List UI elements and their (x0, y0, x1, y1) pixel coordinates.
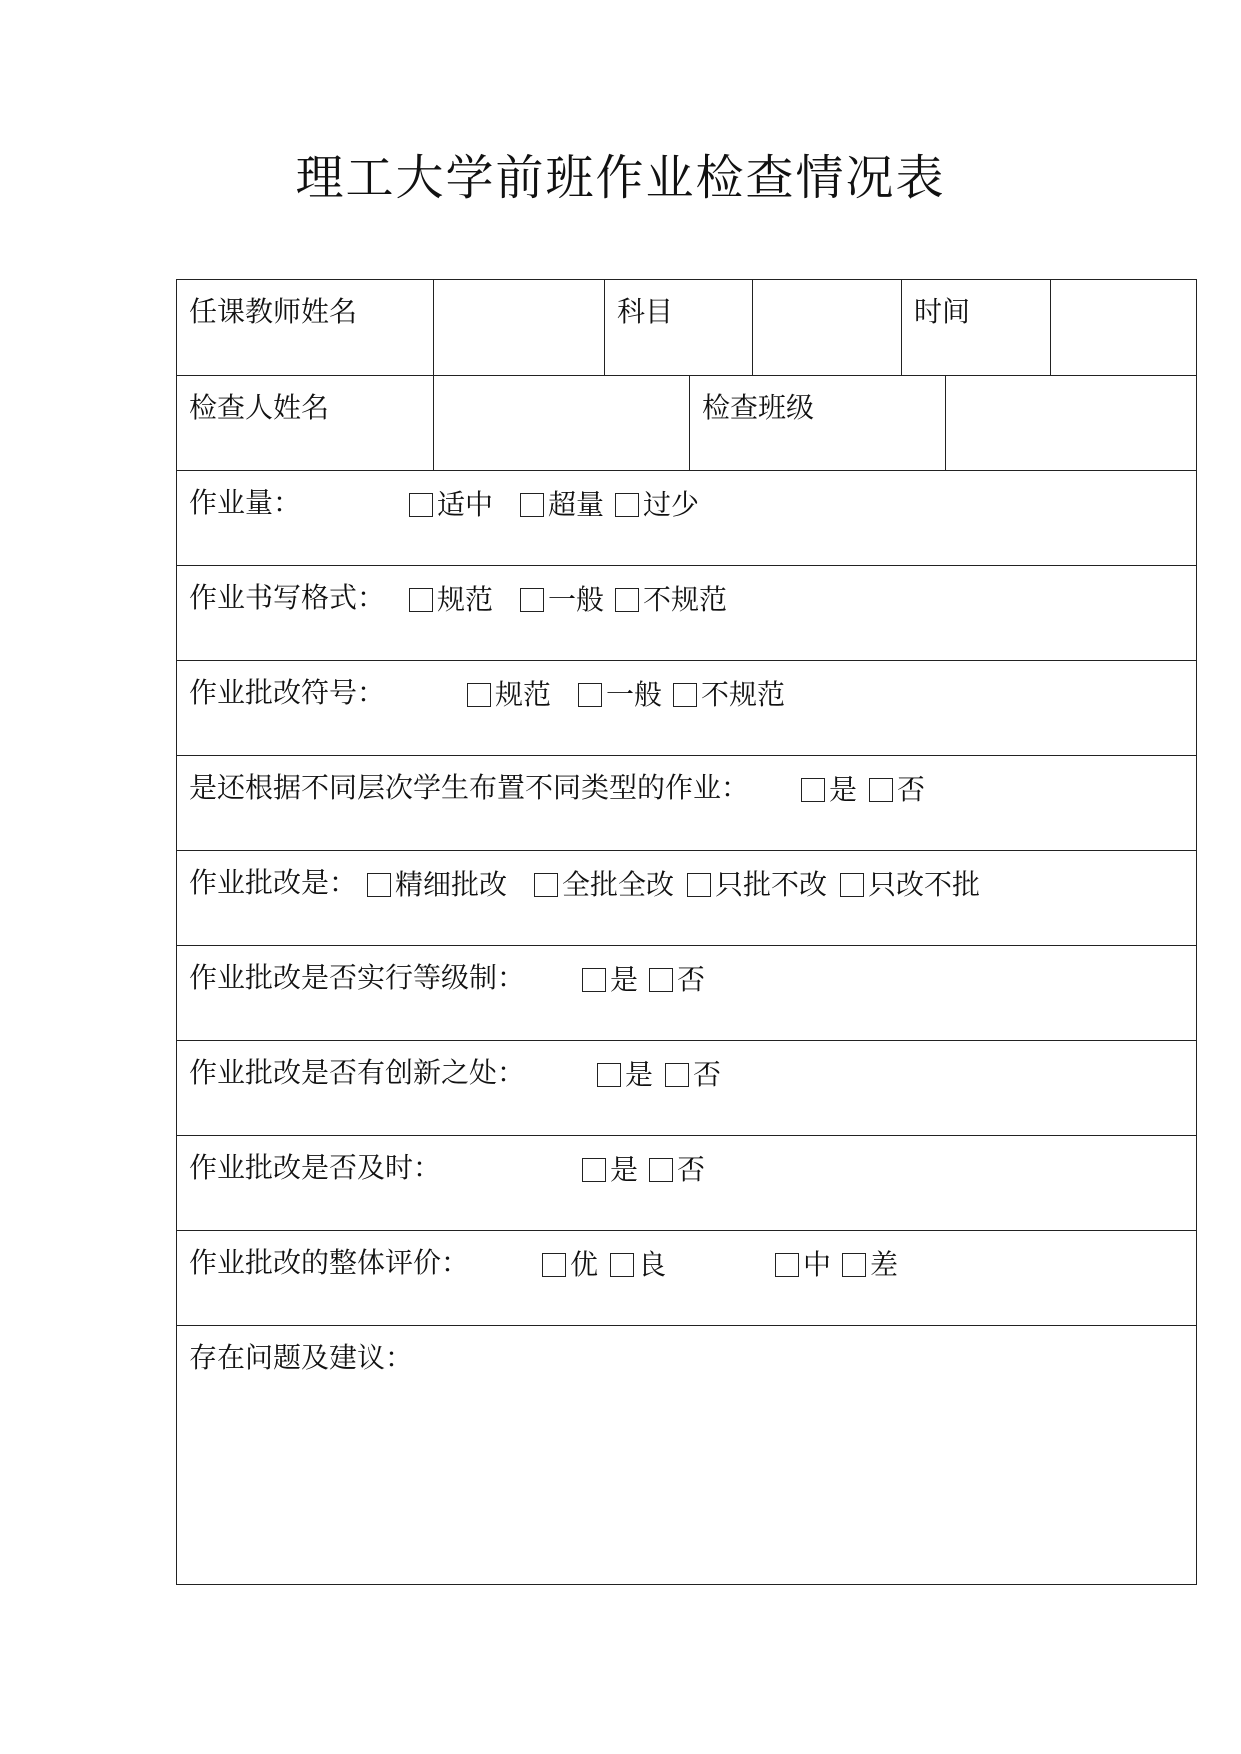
option-standard[interactable] (409, 582, 493, 618)
question-label: 作业批改是否及时： (189, 1151, 442, 1184)
option-label: 一般 (606, 678, 663, 711)
question-row-workload (177, 471, 1196, 566)
option-label: 不规范 (643, 583, 728, 616)
checkbox[interactable] (687, 873, 711, 897)
option-label: 是 (610, 1153, 639, 1186)
checkbox[interactable] (775, 1253, 799, 1277)
checkbox[interactable] (597, 1063, 621, 1087)
option-label: 只批不改 (715, 868, 828, 901)
option-label: 不规范 (701, 678, 786, 711)
option-no[interactable] (649, 1152, 705, 1188)
teacher-label-cell (177, 280, 433, 375)
checkbox[interactable] (615, 493, 639, 517)
option-excellent[interactable] (542, 1247, 598, 1283)
option-label: 是 (829, 773, 858, 806)
option-excessive[interactable] (520, 487, 604, 523)
question-label: 作业批改是否实行等级制： (189, 961, 526, 994)
inspector-label-cell (177, 376, 433, 470)
option-yes[interactable] (597, 1057, 653, 1093)
option-label: 全批全改 (562, 868, 675, 901)
question-label: 是还根据不同层次学生布置不同类型的作业： (189, 771, 750, 804)
option-label: 否 (897, 773, 926, 806)
question-row-grading-marks (177, 661, 1196, 756)
option-label: 优 (570, 1248, 599, 1281)
subject-label: 科目 (617, 295, 674, 328)
option-poor[interactable] (842, 1247, 898, 1283)
question-row-grade-system (177, 946, 1196, 1041)
inspection-form (176, 279, 1197, 1585)
checkbox[interactable] (542, 1253, 566, 1277)
question-label: 作业量： (189, 486, 302, 519)
suggestions-label: 存在问题及建议： (189, 1341, 414, 1374)
question-row-tiered-assignments (177, 756, 1196, 851)
checkbox[interactable] (578, 683, 602, 707)
checkbox[interactable] (842, 1253, 866, 1277)
option-yes[interactable] (582, 1152, 638, 1188)
checkbox[interactable] (840, 873, 864, 897)
inspector-name-label: 检查人姓名 (189, 391, 330, 424)
option-label: 否 (677, 963, 706, 996)
option-no[interactable] (869, 772, 925, 808)
info-row-teacher (177, 280, 1196, 376)
option-mark-only[interactable] (687, 867, 827, 903)
question-label: 作业批改符号： (189, 676, 386, 709)
checkbox[interactable] (582, 968, 606, 992)
option-label: 超量 (548, 488, 605, 521)
option-no[interactable] (665, 1057, 721, 1093)
checkbox[interactable] (665, 1063, 689, 1087)
page-title: 理工大学前班作业检查情况表 (295, 150, 946, 206)
time-field[interactable] (1050, 280, 1196, 375)
option-average[interactable] (520, 582, 604, 618)
checkbox[interactable] (467, 683, 491, 707)
checkbox[interactable] (673, 683, 697, 707)
option-label: 一般 (548, 583, 605, 616)
checkbox[interactable] (649, 968, 673, 992)
option-moderate[interactable] (409, 487, 493, 523)
option-fair[interactable] (775, 1247, 831, 1283)
option-label: 否 (677, 1153, 706, 1186)
checkbox[interactable] (409, 493, 433, 517)
option-label: 否 (693, 1058, 722, 1091)
question-label: 作业批改是： (189, 866, 358, 899)
option-label: 过少 (643, 488, 700, 521)
option-label: 是 (625, 1058, 654, 1091)
option-yes[interactable] (801, 772, 857, 808)
option-standard[interactable] (467, 677, 551, 713)
question-label: 作业批改的整体评价： (189, 1246, 470, 1279)
checkbox[interactable] (869, 778, 893, 802)
time-label: 时间 (914, 295, 971, 328)
inspector-name-field[interactable] (433, 376, 689, 470)
checkbox[interactable] (520, 493, 544, 517)
checkbox[interactable] (520, 588, 544, 612)
option-good[interactable] (610, 1247, 666, 1283)
option-full-grading[interactable] (534, 867, 674, 903)
class-label-cell (689, 376, 945, 470)
question-row-overall-evaluation (177, 1231, 1196, 1326)
question-row-writing-format (177, 566, 1196, 661)
option-label: 是 (610, 963, 639, 996)
option-label: 中 (803, 1248, 832, 1281)
question-row-timeliness (177, 1136, 1196, 1231)
question-row-grading-method (177, 851, 1196, 946)
checkbox[interactable] (615, 588, 639, 612)
option-label: 适中 (437, 488, 494, 521)
checkbox[interactable] (582, 1158, 606, 1182)
question-row-innovation (177, 1041, 1196, 1136)
option-nonstandard[interactable] (673, 677, 785, 713)
option-average[interactable] (578, 677, 662, 713)
question-label: 作业书写格式： (189, 581, 386, 614)
checkbox[interactable] (610, 1253, 634, 1277)
option-correct-only[interactable] (840, 867, 980, 903)
option-too-little[interactable] (615, 487, 699, 523)
option-yes[interactable] (582, 962, 638, 998)
info-row-inspector (177, 376, 1196, 471)
subject-field[interactable] (752, 280, 901, 375)
time-label-cell (901, 280, 1050, 375)
inspected-class-label: 检查班级 (702, 391, 815, 424)
option-label: 差 (870, 1248, 899, 1281)
checkbox[interactable] (409, 588, 433, 612)
option-label: 规范 (495, 678, 552, 711)
suggestions-area[interactable] (177, 1326, 1196, 1584)
option-no[interactable] (649, 962, 705, 998)
option-detailed-grading[interactable] (367, 867, 507, 903)
subject-label-cell (604, 280, 752, 375)
checkbox[interactable] (534, 873, 558, 897)
option-label: 良 (638, 1248, 667, 1281)
teacher-name-label: 任课教师姓名 (189, 295, 358, 328)
inspected-class-field[interactable] (945, 376, 1196, 470)
checkbox[interactable] (649, 1158, 673, 1182)
option-label: 规范 (437, 583, 494, 616)
teacher-name-field[interactable] (433, 280, 604, 375)
checkbox[interactable] (801, 778, 825, 802)
question-label: 作业批改是否有创新之处： (189, 1056, 526, 1089)
option-label: 只改不批 (868, 868, 981, 901)
checkbox[interactable] (367, 873, 391, 897)
option-label: 精细批改 (395, 868, 508, 901)
option-nonstandard[interactable] (615, 582, 727, 618)
